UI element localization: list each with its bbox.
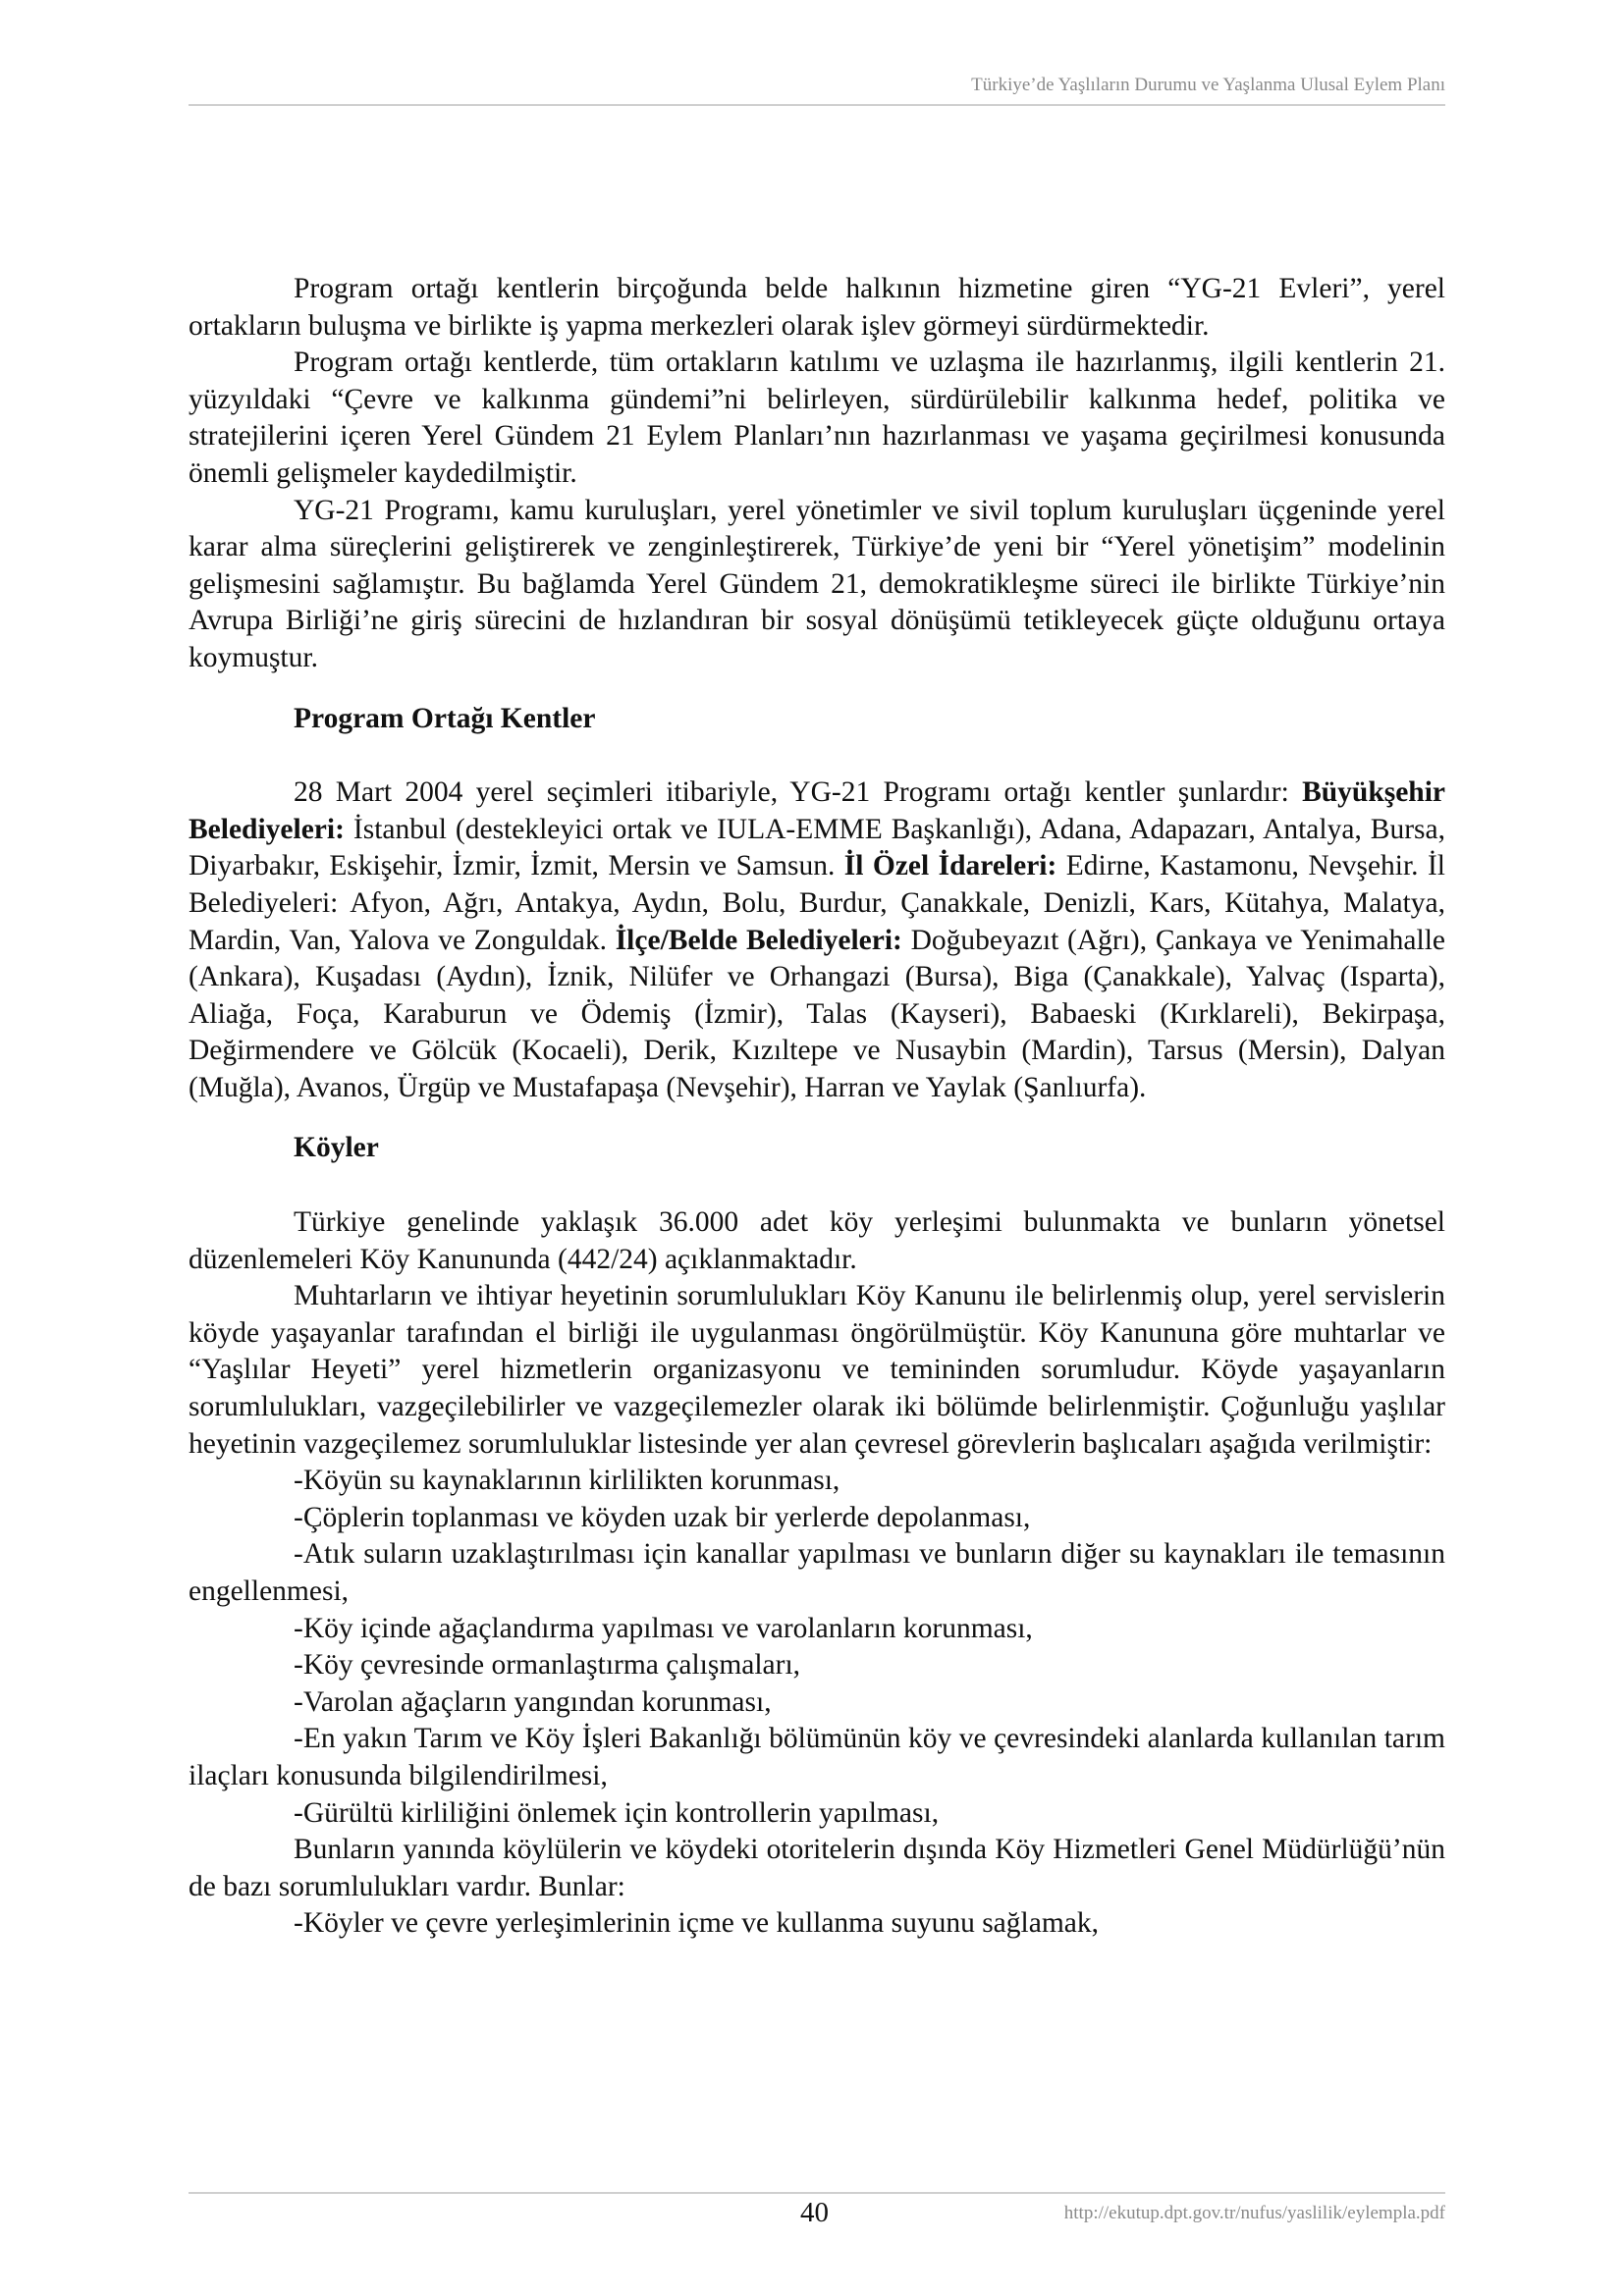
paragraph-yg21-houses: Program ortağı kentlerin birçoğunda belde halkının hizmetine giren “YG-21 Evleri”, yerel ortakların buluşma ve birlikte iş yapma merkezleri olarak işlev görmeyi sürdürmektedir.	[189, 273, 1445, 342]
paragraph-action-plans: Program ortağı kentlerde, tüm ortakların katılımı ve uzlaşma ile hazırlanmış, ilgili kentlerin 21. yüzyıldaki “Çevre ve kalkınma gündemi”ni belirleyen, sürdürülebilir kalkınma hedef, politika ve stratejilerini içeren Yerel Gündem 21 Eylem Planları’nın hazırlanması ve yaşama geçirilmesi konusunda önemli gelişmeler kaydedilmiştir.	[189, 347, 1445, 489]
paragraph-village-services: Bunların yanında köylülerin ve köydeki otoritelerin dışında Köy Hizmetleri Genel Müdürlüğü’nün de bazı sorumlulukları vardır. Bunlar:	[189, 1834, 1445, 1902]
partner-cities-intro: 28 Mart 2004 yerel seçimleri itibariyle, YG-21 Programı ortağı kentler şunlardır:	[294, 776, 1303, 809]
header-divider	[189, 104, 1445, 106]
list-item: -Çöplerin toplanması ve köyden uzak bir yerlerde depolanması,	[294, 1501, 1031, 1533]
provincial-administrations-label: İl Özel İdareleri:	[843, 850, 1057, 882]
running-header-title: Türkiye’de Yaşlıların Durumu ve Yaşlanma Ulusal Eylem Planı	[971, 75, 1445, 95]
list-item: -Köy çevresinde ormanlaştırma çalışmaları,	[294, 1649, 801, 1682]
paragraph-local-governance: YG-21 Programı, kamu kuruluşları, yerel yönetimler ve sivil toplum kuruluşları üçgeninde yerel karar alma süreçlerini geliştirerek ve zenginleştirerek, Türkiye’de yeni bir “Yerel yönetişim” modelinin gelişmesini sağlamıştır. Bu bağlamda Yerel Gündem 21, demokratikleşme süreci ile birlikte Türkiye’nin Avrupa Birliği’ne giriş sürecini de hızlandıran bir sosyal dönüşümü tetikleyecek güçte olduğunu ortaya koymuştur.	[189, 494, 1445, 673]
list-item: -Atık suların uzaklaştırılması için kanallar yapılması ve bunların diğer su kaynakları ile temasının engellenmesi,	[189, 1538, 1445, 1607]
list-item: -Köyler ve çevre yerleşimlerinin içme ve kullanma suyunu sağlamak,	[294, 1907, 1099, 1940]
metropolitan-municipalities-list: İstanbul (destekleyici ortak ve IULA-EMME Başkanlığı), Adana, Adapazarı, Antalya, Bursa, Diyarbakır, Eskişehir, İzmir, İzmit, Mersin ve Samsun.	[189, 813, 1445, 882]
page-number: 40	[800, 2197, 829, 2228]
district-municipalities-label: İlçe/Belde Belediyeleri:	[615, 924, 902, 956]
metropolitan-municipalities-label: Büyükşehir Belediyeleri:	[189, 776, 1445, 845]
list-item: -Köy içinde ağaçlandırma yapılması ve varolanların korunması,	[294, 1612, 1033, 1644]
footer-divider	[189, 2192, 1445, 2194]
provincial-administrations-list: Edirne, Kastamonu, Nevşehir. İl Belediyeleri: Afyon, Ağrı, Antakya, Aydın, Bolu, Burdur, Çanakkale, Denizli, Kars, Kütahya, Malatya, Mardin, Van, Yalova ve Zonguldak.	[189, 850, 1445, 956]
paragraph-partner-cities-list	[189, 774, 1445, 1106]
list-item: -En yakın Tarım ve Köy İşleri Bakanlığı bölümünün köy ve çevresindeki alanlarda kullanılan tarım ilaçları konusunda bilgilendirilmesi,	[189, 1723, 1445, 1791]
district-municipalities-list: Doğubeyazıt (Ağrı), Çankaya ve Yenimahalle (Ankara), Kuşadası (Aydın), İznik, Nilüfer ve Orhangazi (Bursa), Biga (Çanakkale), Yalvaç (Isparta), Aliağa, Foça, Karaburun ve Ödemiş (İzmir), Talas (Kayseri), Babaeski (Kırklareli), Bekirpaşa, Değirmendere ve Gölcük (Kocaeli), Derik, Kızıltepe ve Nusaybin (Mardin), Tarsus (Mersin), Dalyan (Muğla), Avanos, Ürgüp ve Mustafapaşa (Nevşehir), Harran ve Yaylak (Şanlıurfa).	[189, 924, 1445, 1103]
list-item: -Köyün su kaynaklarının kirlilikten korunması,	[294, 1465, 840, 1497]
section-heading-partner-cities: Program Ortağı Kentler	[294, 702, 596, 734]
paragraph-village-responsibilities: Muhtarların ve ihtiyar heyetinin sorumlulukları Köy Kanunu ile belirlenmiş olup, yerel servislerin köyde yaşayanlar tarafından el birliği ile uygulanması öngörülmüştür. Köy Kanununa göre muhtarlar ve “Yaşlılar Heyeti” yerel hizmetlerin organizasyonu ve temininden sorumludur. Köyde yaşayanların sorumlulukları, vazgeçilebilirler ve vazgeçilemezler olarak iki bölümde belirlenmiştir. Çoğunluğu yaşlılar heyetinin vazgeçilemez sorumluluklar listesinde yer alan çevresel görevlerin başlıcaları aşağıda verilmiştir:	[189, 1280, 1445, 1460]
footer-source-url: http://ekutup.dpt.gov.tr/nufus/yaslilik/eylempla.pdf	[1063, 2203, 1445, 2223]
list-item: -Gürültü kirliliğini önlemek için kontrollerin yapılması,	[294, 1796, 940, 1829]
paragraph-village-count: Türkiye genelinde yaklaşık 36.000 adet köy yerleşimi bulunmakta ve bunların yönetsel düzenlemeleri Köy Kanununda (442/24) açıklanmaktadır.	[189, 1206, 1445, 1275]
list-item: -Varolan ağaçların yangından korunması,	[294, 1685, 772, 1718]
section-heading-villages: Köyler	[294, 1132, 379, 1164]
page-body	[189, 271, 1445, 1943]
